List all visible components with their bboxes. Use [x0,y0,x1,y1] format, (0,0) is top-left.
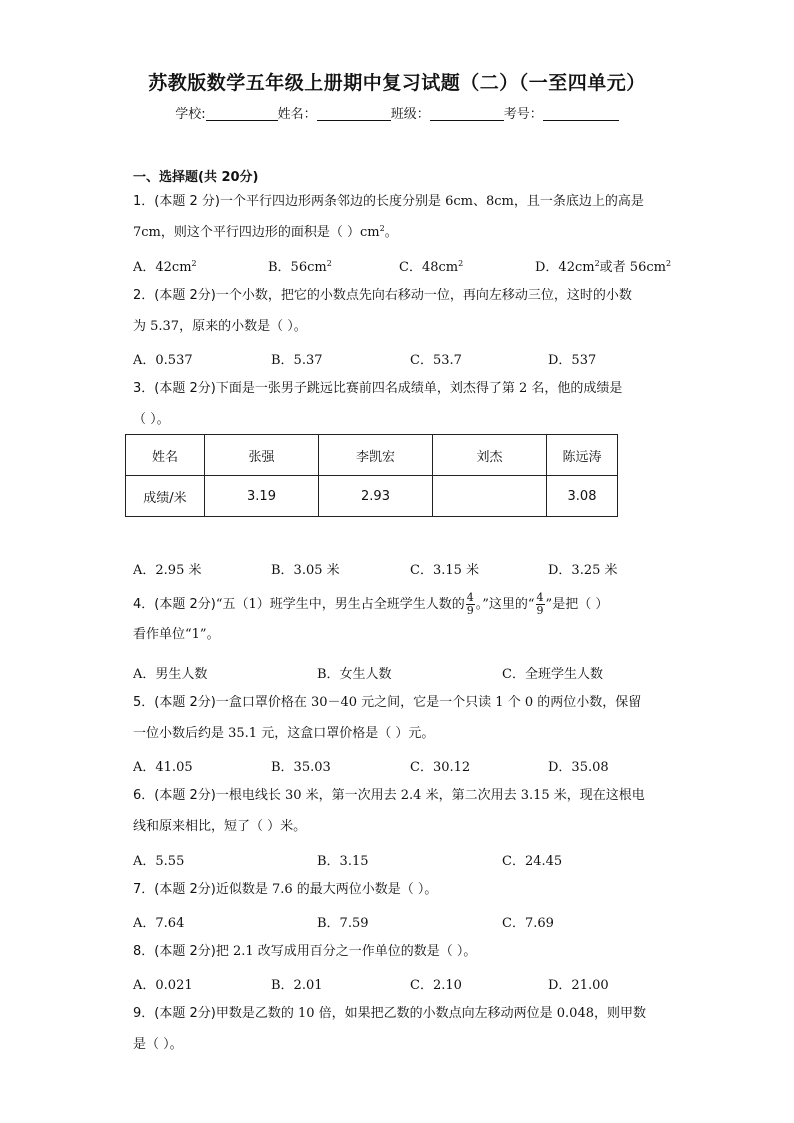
question-prefix: 2．(本题 2分) [133,288,216,303]
question-prefix: 6．(本题 2分) [133,788,216,803]
fraction: $\frac{4}{9}$ [536,591,544,617]
table-cell-empty[interactable] [433,476,547,517]
question-6-options [133,850,673,870]
question-prefix: 4．(本题 2分) [133,597,216,612]
table-row [126,476,618,517]
option-a[interactable]: A．41.05 [133,760,193,775]
question-text: 一个平行四边形两条邻边的长度分别是 6cm、8cm，且一条底边上的高是 [219,194,644,209]
table-cell: 李凯宏 [319,435,433,476]
option-d[interactable]: D．$42cm^2$或者 $56cm^2$ [535,259,672,275]
name-label: 姓名： [277,107,317,122]
question-2-options [133,349,673,369]
option-a[interactable]: A．2.95 米 [133,563,202,578]
question-text: 近似数是 7.6 的最大两位小数是（ ）。 [215,882,438,897]
section-heading: 一、选择题(共 20分) [133,170,259,185]
option-b[interactable]: B．7.59 [317,916,369,931]
question-text: 。”这里的“ [475,597,535,612]
question-text: 线和原来相比，短了（ ）米。 [133,819,307,834]
question-text: （ ）。 [133,412,170,427]
option-b[interactable]: B．3.15 [317,854,369,869]
question-text: 。 [384,225,398,240]
option-c[interactable]: C．2.10 [410,978,462,993]
option-d[interactable]: D．21.00 [548,978,609,993]
option-c[interactable]: C．$48cm^2$ [399,259,464,275]
option-c[interactable]: C．7.69 [502,916,554,931]
question-7 [133,874,668,905]
option-b[interactable]: B．5.37 [271,353,323,368]
question-4 [133,587,668,650]
option-d[interactable]: D．35.08 [548,760,609,775]
question-9 [133,998,668,1060]
question-5-options [133,756,673,776]
option-b[interactable]: B．3.05 米 [271,563,340,578]
exam-number-blank[interactable] [543,106,619,121]
question-prefix: 8．(本题 2分) [133,944,216,959]
question-1-options [133,256,673,276]
score-table [125,434,618,517]
table-header-row [126,435,618,476]
question-prefix: 3．(本题 2分) [133,381,216,396]
question-prefix: 5．(本题 2分) [133,695,216,710]
option-b[interactable]: B．35.03 [271,760,331,775]
question-text: 为 5.37，原来的小数是（ ）。 [133,319,307,334]
table-cell: 刘杰 [433,435,547,476]
question-prefix: 9．(本题 2分) [133,1006,216,1021]
question-prefix: 7．(本题 2分) [133,882,216,897]
student-info-line [0,103,794,122]
option-d[interactable]: D．537 [548,353,597,368]
option-b[interactable]: B．2.01 [271,978,323,993]
question-5 [133,687,668,749]
school-label: 学校: [175,107,206,122]
question-text: 甲数是乙数的 10 倍，如果把乙数的小数点向左移动两位是 0.048，则甲数 [215,1006,646,1021]
table-cell: 陈远涛 [547,435,618,476]
question-7-options [133,912,673,932]
option-a[interactable]: A．7.64 [133,916,185,931]
question-text: 7cm，则这个平行四边形的面积是（ ）cm [133,225,380,240]
option-c[interactable]: C．53.7 [410,353,462,368]
exam-title: 苏教版数学五年级上册期中复习试题（二）（一至四单元） [148,72,646,94]
option-a[interactable]: A．5.55 [133,854,185,869]
exam-number-label: 考号： [503,107,543,122]
question-text: ”是把（ ） [545,597,609,612]
question-1 [133,186,668,248]
option-d[interactable]: D．3.25 米 [548,563,618,578]
question-text: 一位小数后约是 35.1 元，这盒口罩价格是（ ）元。 [133,726,435,741]
table-cell: 姓名 [126,435,205,476]
option-b[interactable]: B．$56cm^2$ [268,259,332,275]
table-cell: 3.08 [547,476,618,517]
class-label: 班级： [390,107,430,122]
name-blank[interactable] [317,106,391,121]
question-8 [133,936,668,967]
question-2 [133,280,668,342]
question-prefix: 1．(本题 2 分) [133,194,220,209]
option-c[interactable]: C．全班学生人数 [502,667,603,682]
table-cell: 成绩/米 [126,476,205,517]
fraction: $\frac{4}{9}$ [466,591,474,617]
question-text: 一根电线长 30 米，第一次用去 2.4 米，第二次用去 3.15 米，现在这根电 [215,788,645,803]
option-c[interactable]: C．24.45 [502,854,563,869]
question-3 [133,373,668,435]
class-blank[interactable] [430,106,504,121]
question-text: 把 2.1 改写成用百分之一作单位的数是（ ）。 [215,944,477,959]
option-c[interactable]: C．30.12 [410,760,471,775]
table-cell: 2.93 [319,476,433,517]
option-a[interactable]: A．0.537 [133,353,193,368]
table-cell: 张强 [205,435,319,476]
option-c[interactable]: C．3.15 米 [410,563,480,578]
question-6 [133,780,668,842]
option-a[interactable]: A．0.021 [133,978,193,993]
table-cell: 3.19 [205,476,319,517]
question-4-options [133,663,673,683]
option-b[interactable]: B．女生人数 [317,667,392,682]
question-text: 一个小数，把它的小数点先向右移动一位，再向左移动三位，这时的小数 [215,288,632,303]
school-blank[interactable] [206,106,278,121]
option-a[interactable]: A．$42cm^2$ [133,259,197,275]
question-3-options [133,559,673,579]
superscript: 2 [379,224,385,233]
question-text: 一盒口罩价格在 30－40 元之间，它是一个只读 1 个 0 的两位小数，保留 [215,695,642,710]
option-a[interactable]: A．男生人数 [133,667,208,682]
question-text: 是（ ）。 [133,1037,183,1052]
question-text: “五（1）班学生中，男生占全班学生人数的 [215,597,465,612]
question-8-options [133,974,673,994]
question-text: 看作单位“1”。 [133,627,220,642]
question-text: 下面是一张男子跳远比赛前四名成绩单，刘杰得了第 2 名，他的成绩是 [215,381,623,396]
